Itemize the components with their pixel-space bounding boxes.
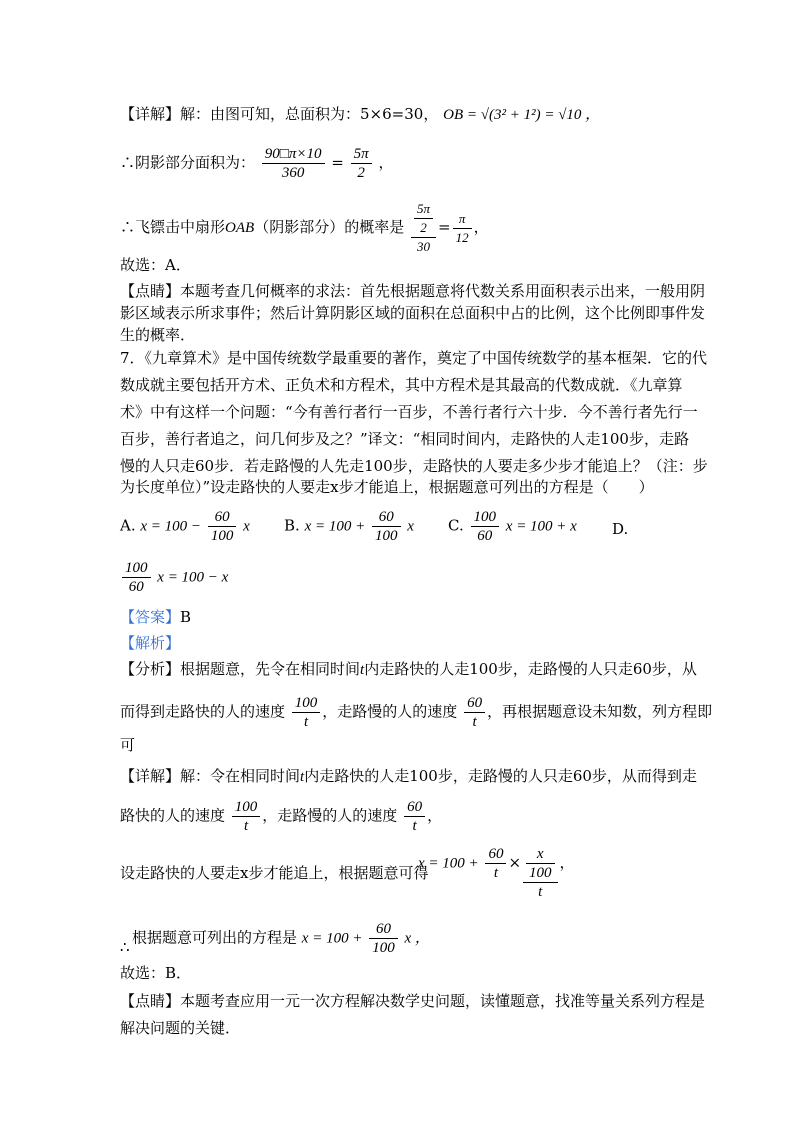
prob-result-fraction bbox=[453, 210, 472, 247]
shaded-res-num: 5π bbox=[351, 145, 372, 164]
shaded-prefix: ∴阴影部分面积为： bbox=[120, 153, 256, 172]
comment-1-line-3: 生的概率． bbox=[120, 326, 196, 344]
comment-1-line-1: 【点睛】本题考查几何概率的求法：首先根据题意将代数关系用面积表示出来，一般用阴 bbox=[120, 282, 706, 300]
prob-mid: （阴影部分）的概率是 bbox=[254, 218, 405, 236]
detail-7-line-1: 【详解】解：令在相同时间t内走路快的人走100步，走路慢的人只走60步，从而得到走 bbox=[120, 767, 697, 785]
comment-7-line-2: 解决问题的关键． bbox=[120, 1019, 241, 1037]
answer-line bbox=[120, 606, 191, 628]
probability-line: ∴飞镖击中扇形OAB（阴影部分）的概率是 $\frac{\frac{5\pi}{2}}{30}$ = $\frac{\pi}{12}$ ， bbox=[120, 201, 489, 254]
question-7-line-5: 慢的人只走60步．若走路慢的人先走100步，走路快的人要走多少步才能追上？（注：步 bbox=[120, 457, 708, 475]
choice-b-line: 故选：B． bbox=[120, 964, 192, 982]
option-a: A. x = 100 − $\frac{60}{100}$ x bbox=[120, 509, 250, 544]
prob-num-top: 5π bbox=[414, 200, 433, 219]
option-b: B. x = 100 + $\frac{60}{100}$ x bbox=[284, 509, 414, 544]
prob-num-bottom: 2 bbox=[420, 220, 427, 235]
option-c: C. $\frac{100}{60}$ x = 100 + x bbox=[448, 509, 577, 544]
choice-a-line: 故选：A． bbox=[120, 256, 191, 274]
shaded-area-line: ∴阴影部分面积为： $\frac{90□\pi\times 10}{360}$ = $\frac{5\pi}{2}$ ， bbox=[120, 146, 394, 181]
shaded-den: 360 bbox=[281, 165, 305, 181]
prob-den: 30 bbox=[416, 239, 430, 254]
option-d: $\frac{100}{60}$ x = 100 − x bbox=[120, 559, 228, 596]
prob-prefix: ∴飞镖击中扇形 bbox=[120, 218, 226, 236]
detail-label: 【详解】 bbox=[120, 105, 181, 123]
option-d-label: D. bbox=[612, 520, 629, 538]
prob-inner-fraction bbox=[414, 200, 433, 237]
analysis-line-2: 而得到走路快的人的速度 $\frac{100}{t}$ ，走路慢的人的速度 $\frac{60}{t}$ ，再根据题意设未知数，列方程即 bbox=[120, 695, 713, 730]
analysis-line-3: 可 bbox=[120, 736, 136, 754]
detail-7-line-3: 设走路快的人要走x步才能追上，根据题意可得 bbox=[120, 864, 429, 882]
shaded-eq: = bbox=[331, 153, 344, 172]
detail-7-line-2: 路快的人的速度 $\frac{100}{t}$ ，走路慢的人的速度 $\frac{60}{t}$ ， bbox=[120, 799, 443, 834]
comment-1-line-2: 影区域表示所求事件；然后计算阴影区域的面积在总面积中占的比例，这个比例即事件发 bbox=[120, 304, 706, 322]
shaded-num: 90□π×10 bbox=[262, 145, 325, 164]
prob-oab: OAB bbox=[225, 220, 255, 236]
detail-7-equation: x = 100 + $\frac{60}{t}$ × $\frac{\frac{x}{100}}{t}$ ， bbox=[418, 846, 575, 900]
detail-text: 解：由图可知，总面积为：5×6=30， bbox=[180, 105, 439, 123]
analysis-line-1: 【分析】根据题意，先令在相同时间t内走路快的人走100步，走路慢的人只走60步，从 bbox=[120, 660, 697, 678]
shaded-result-fraction bbox=[351, 145, 372, 182]
detail-line-1 bbox=[120, 103, 600, 126]
analysis-label: 【解析】 bbox=[120, 634, 181, 652]
answer-value: B bbox=[180, 608, 192, 626]
shaded-res-den: 2 bbox=[357, 165, 365, 181]
ob-equation: OB = √(3² + 1²) = √10 ， bbox=[443, 107, 601, 123]
shaded-fraction bbox=[262, 145, 325, 182]
therefore-symbol: ∴ bbox=[120, 938, 130, 956]
comment-label: 【点睛】 bbox=[120, 282, 181, 300]
answer-label: 【答案】 bbox=[120, 608, 181, 626]
prob-res-den: 12 bbox=[455, 229, 469, 245]
prob-res-num: π bbox=[453, 210, 472, 229]
question-7-line-6: 为长度单位）”设走路快的人要走x步才能追上，根据题意可列出的方程是（ ） bbox=[120, 478, 654, 496]
comment-7-line-1: 【点睛】本题考查应用一元一次方程解决数学史问题，读懂题意，找准等量关系列方程是 bbox=[120, 992, 706, 1010]
question-7-line-4: 百步，善行者追之，问几何步及之？”译文：“相同时间内，走路快的人走100步，走路 bbox=[120, 430, 689, 448]
question-7-line-3: 术》中有这样一个问题：“今有善行者行一百步，不善行者行六十步．今不善行者先行一 bbox=[120, 403, 698, 421]
question-7-line-2: 数成就主要包括开方术、正负术和方程术，其中方程术是其最高的代数成就．《九章算 bbox=[120, 376, 683, 394]
question-7-line-1: 7．《九章算术》是中国传统数学最重要的著作，奠定了中国传统数学的基本框架．它的代 bbox=[120, 349, 708, 367]
prob-fraction bbox=[411, 200, 436, 256]
detail-7-line-4: 根据题意可列出的方程是 x = 100 + $\frac{60}{100}$ x ， bbox=[132, 921, 430, 956]
